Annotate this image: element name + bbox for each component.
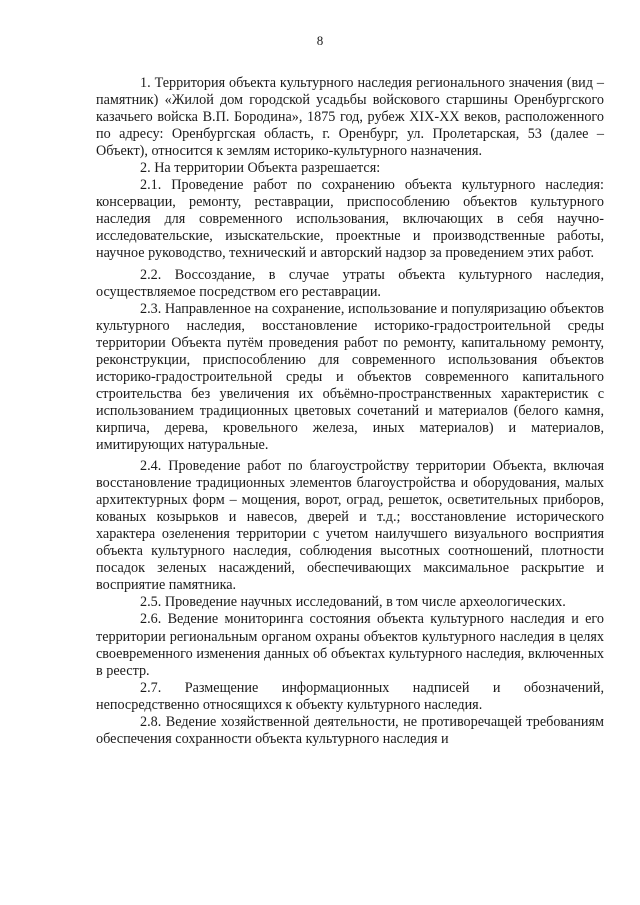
paragraph-2-3: 2.3. Направленное на сохранение, использование и популяризацию объектов культурного наследия, восстановление историко-градостроительной среды территории Объекта путём проведения работ по ремонту, капитальному ремонту, реконструкции, приспособлению для современного использования объектов историко-градостроительной среды и объектов современного капитального строительства без увеличения их объёмно-пространственных характеристик с использованием традиционных цветовых сочетаний и материалов (белого камня, кирпича, дерева, кровельного железа, иных материалов) и материалов, имитирующих натуральные. (96, 300, 604, 453)
paragraph-territory: 1. Территория объекта культурного наследия регионального значения (вид – памятник) «Жилой дом городской усадьбы войскового старшины Оренбургского казачьего войска В.П. Бородина», 1875 год, рубеж XIX-XX веков, расположенного по адресу: Оренбургская область, г. Оренбург, ул. Пролетарская, 53 (далее – Объект), относится к землям историко-культурного назначения. (96, 75, 604, 160)
paragraph-2-6: 2.6. Ведение мониторинга состояния объекта культурного наследия и его территории региональным органом охраны объектов культурного наследия в целях своевременного изменения данных об объектах культурного наследия, включенных в реестр. (96, 611, 604, 679)
paragraph-2-2: 2.2. Воссоздание, в случае утраты объекта культурного наследия, осуществляемое посредством его реставрации. (96, 266, 604, 300)
paragraph-2-1: 2.1. Проведение работ по сохранению объекта культурного наследия: консервации, ремонту, реставрации, приспособлению объектов культурного наследия для современного использования, включающих в себя научно-исследовательские, изыскательские, проектные и производственные работы, научное руководство, технический и авторский надзор за проведением этих работ. (96, 177, 604, 262)
paragraph-2-5: 2.5. Проведение научных исследований, в том числе археологических. (140, 594, 566, 611)
page-number: 8 (316, 33, 324, 48)
paragraph-2-7: 2.7. Размещение информационных надписей и обозначений, непосредственно относящихся к объекту культурного наследия. (96, 679, 604, 713)
paragraph-permitted: 2. На территории Объекта разрешается: (140, 160, 381, 177)
paragraph-2-4: 2.4. Проведение работ по благоустройству территории Объекта, включая восстановление традиционных элементов благоустройства и оборудования, малых архитектурных форм – мощения, ворот, оград, решеток, осветительных приборов, кованых козырьков и навесов, дверей и т.д.; восстановление исторического характера озеленения территории с учетом наилучшего визуального восприятия объекта культурного наследия, соблюдения высотных соотношений, плотности посадок зеленых насаждений, обеспечивающих максимальное раскрытие и восприятие памятника. (96, 458, 604, 594)
document-body (96, 75, 604, 748)
paragraph-2-8: 2.8. Ведение хозяйственной деятельности, не противоречащей требованиям обеспечения сохранности объекта культурного наследия и (96, 713, 604, 747)
